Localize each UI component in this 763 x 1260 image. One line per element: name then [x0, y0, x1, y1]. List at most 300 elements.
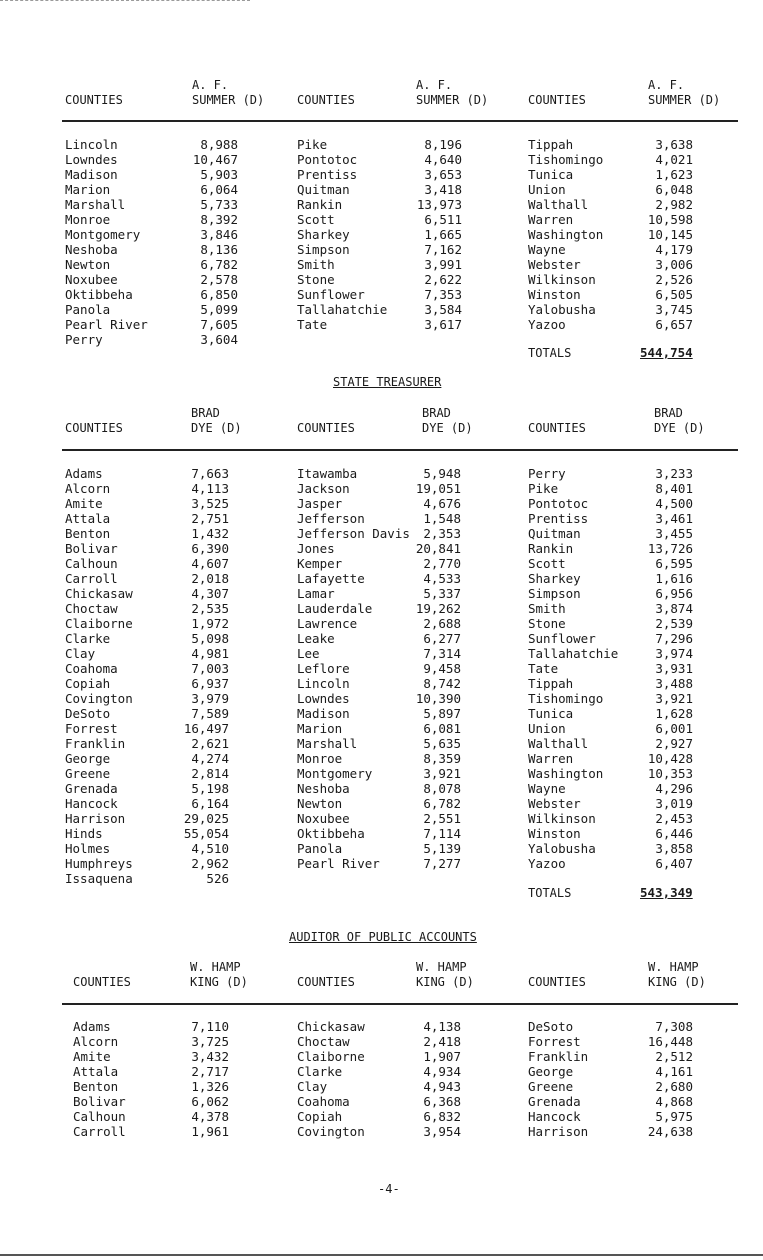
vote-count: 6,782: [200, 257, 238, 272]
county-name: Lowndes: [297, 691, 350, 706]
county-name: Claiborne: [65, 616, 133, 631]
vote-count: 1,961: [191, 1124, 229, 1139]
county-name: George: [528, 1064, 574, 1079]
county-name: Jasper: [297, 496, 343, 511]
column-header-counties-1: COUNTIES: [65, 421, 123, 435]
county-name: Humphreys: [65, 856, 133, 871]
vote-count: 6,407: [655, 856, 693, 871]
vote-count: 6,368: [423, 1094, 461, 1109]
county-name-column: [65, 137, 148, 347]
county-name: Tallahatchie: [297, 302, 388, 317]
vote-count: 5,139: [423, 841, 461, 856]
vote-count: 3,006: [655, 257, 693, 272]
county-name: Winston: [528, 826, 581, 841]
candidate-name-line: BRAD: [422, 406, 451, 420]
county-name: Perry: [65, 332, 103, 347]
vote-count-column: [408, 1019, 461, 1139]
vote-count: 7,589: [191, 706, 229, 721]
county-name: Hancock: [528, 1109, 581, 1124]
vote-count: 1,907: [423, 1049, 461, 1064]
vote-count: 4,934: [423, 1064, 461, 1079]
county-name: Lamar: [297, 586, 335, 601]
vote-count: 6,511: [424, 212, 462, 227]
vote-count: 3,921: [655, 691, 693, 706]
county-name: Benton: [73, 1079, 119, 1094]
vote-count-column: [641, 137, 693, 332]
vote-count: 5,337: [423, 586, 461, 601]
county-name: Oktibbeha: [65, 287, 133, 302]
vote-count: 6,081: [423, 721, 461, 736]
county-name: Carroll: [73, 1124, 126, 1139]
county-name: Marshall: [297, 736, 358, 751]
section-title-auditor: AUDITOR OF PUBLIC ACCOUNTS: [289, 930, 477, 944]
county-name: Oktibbeha: [297, 826, 365, 841]
county-name: Covington: [65, 691, 133, 706]
vote-count: 10,428: [647, 751, 693, 766]
vote-count-column: [640, 1019, 693, 1139]
candidate-header-3: [654, 406, 705, 436]
county-name: Simpson: [528, 586, 581, 601]
vote-count: 6,446: [655, 826, 693, 841]
vote-count: 2,927: [655, 736, 693, 751]
county-name: Amite: [73, 1049, 111, 1064]
county-name: Wayne: [528, 242, 566, 257]
vote-count-column: [408, 466, 461, 871]
county-name: Clarke: [65, 631, 111, 646]
vote-count: 6,782: [423, 796, 461, 811]
county-name: Grenada: [65, 781, 118, 796]
vote-count: 29,025: [183, 811, 229, 826]
vote-count: 6,277: [423, 631, 461, 646]
column-header-counties-3: COUNTIES: [528, 975, 586, 989]
vote-count: 3,432: [191, 1049, 229, 1064]
county-name: Bolivar: [65, 541, 118, 556]
county-name: Hancock: [65, 796, 118, 811]
county-name: Tippah: [528, 676, 574, 691]
county-name-column: [73, 1019, 126, 1139]
county-name: Prentiss: [528, 511, 589, 526]
county-name: Montgomery: [297, 766, 373, 781]
county-name: Greene: [65, 766, 111, 781]
vote-count: 13,726: [647, 541, 693, 556]
county-name: Marshall: [65, 197, 126, 212]
vote-count: 7,277: [423, 856, 461, 871]
vote-count: 5,635: [423, 736, 461, 751]
vote-count: 8,392: [200, 212, 238, 227]
vote-count: 3,604: [200, 332, 238, 347]
county-name: George: [65, 751, 111, 766]
county-name: Lawrence: [297, 616, 358, 631]
county-name: Simpson: [297, 242, 350, 257]
vote-count: 4,274: [191, 751, 229, 766]
vote-count: 3,874: [655, 601, 693, 616]
county-name: Pearl River: [297, 856, 380, 871]
candidate-name-line: A. F.: [416, 78, 453, 92]
vote-count: 3,584: [424, 302, 462, 317]
vote-count: 3,979: [191, 691, 229, 706]
vote-count: 1,616: [655, 571, 693, 586]
county-name: Panola: [65, 302, 111, 317]
county-name: Quitman: [297, 182, 350, 197]
vote-count: 2,526: [655, 272, 693, 287]
county-name: Calhoun: [65, 556, 118, 571]
vote-count: 4,640: [424, 152, 462, 167]
county-name: Madison: [65, 167, 118, 182]
candidate-name-party: DYE (D): [191, 421, 242, 435]
vote-count: 2,535: [191, 601, 229, 616]
vote-count: 6,164: [191, 796, 229, 811]
county-name: Franklin: [65, 736, 126, 751]
vote-count-column: [410, 137, 462, 332]
county-name: Harrison: [528, 1124, 589, 1139]
candidate-name-line: BRAD: [191, 406, 220, 420]
county-name: Yazoo: [528, 856, 566, 871]
county-name: Walthall: [528, 197, 589, 212]
county-name: Yalobusha: [528, 302, 596, 317]
county-name: Tate: [528, 661, 559, 676]
county-name: Greene: [528, 1079, 574, 1094]
vote-count: 6,832: [423, 1109, 461, 1124]
header-rule: [62, 449, 738, 451]
county-name: Leflore: [297, 661, 350, 676]
column-header-counties-1: COUNTIES: [73, 975, 131, 989]
county-name: Rankin: [528, 541, 574, 556]
vote-count: 7,314: [423, 646, 461, 661]
county-name: Chickasaw: [65, 586, 133, 601]
vote-count: 7,663: [191, 466, 229, 481]
bottom-edge-rule: [0, 1254, 763, 1256]
vote-count: 3,653: [424, 167, 462, 182]
vote-count: 7,003: [191, 661, 229, 676]
vote-count: 9,458: [423, 661, 461, 676]
county-name: Bolivar: [73, 1094, 126, 1109]
county-name: Tunica: [528, 706, 574, 721]
vote-count: 7,114: [423, 826, 461, 841]
vote-count: 3,617: [424, 317, 462, 332]
county-name: Claiborne: [297, 1049, 365, 1064]
vote-count: 2,512: [655, 1049, 693, 1064]
county-name: Adams: [73, 1019, 111, 1034]
county-name: Sunflower: [528, 631, 596, 646]
top-dashed-edge: [0, 0, 250, 1]
county-name: Forrest: [528, 1034, 581, 1049]
county-name-column: [528, 466, 618, 871]
vote-count: 8,742: [423, 676, 461, 691]
vote-count: 8,401: [655, 481, 693, 496]
vote-count: 6,048: [655, 182, 693, 197]
vote-count: 3,638: [655, 137, 693, 152]
vote-count: 19,051: [415, 481, 461, 496]
header-rule: [62, 1003, 738, 1005]
column-header-counties-2: COUNTIES: [297, 421, 355, 435]
county-name: Madison: [297, 706, 350, 721]
vote-count: 4,161: [655, 1064, 693, 1079]
county-name: Franklin: [528, 1049, 589, 1064]
county-name: Monroe: [297, 751, 343, 766]
county-name: Wilkinson: [528, 272, 596, 287]
vote-count: 4,868: [655, 1094, 693, 1109]
county-name: Lee: [297, 646, 320, 661]
candidate-name-line: W. HAMP: [416, 960, 467, 974]
county-name: Tunica: [528, 167, 574, 182]
county-name-column: [65, 466, 133, 886]
vote-count: 4,296: [655, 781, 693, 796]
vote-count: 3,455: [655, 526, 693, 541]
county-name: Noxubee: [297, 811, 350, 826]
candidate-name-party: KING (D): [416, 975, 474, 989]
county-name: Warren: [528, 212, 574, 227]
county-name: Copiah: [297, 1109, 343, 1124]
county-name: Tishomingo: [528, 152, 604, 167]
vote-count: 1,326: [191, 1079, 229, 1094]
county-name: Wayne: [528, 781, 566, 796]
vote-count: 2,814: [191, 766, 229, 781]
vote-count: 55,054: [183, 826, 229, 841]
county-name: Hinds: [65, 826, 103, 841]
candidate-name-party: SUMMER (D): [192, 93, 265, 107]
vote-count: 7,296: [655, 631, 693, 646]
county-name: Neshoba: [65, 242, 118, 257]
county-name: Forrest: [65, 721, 118, 736]
vote-count: 2,453: [655, 811, 693, 826]
county-name: Lincoln: [65, 137, 118, 152]
vote-count: 2,418: [423, 1034, 461, 1049]
county-name: Pike: [528, 481, 559, 496]
county-name: Clarke: [297, 1064, 343, 1079]
vote-count: 5,098: [191, 631, 229, 646]
county-name: Pike: [297, 137, 328, 152]
vote-count: 10,145: [647, 227, 693, 242]
vote-count: 1,548: [423, 511, 461, 526]
vote-count: 8,196: [424, 137, 462, 152]
vote-count: 10,390: [415, 691, 461, 706]
vote-count: 24,638: [647, 1124, 693, 1139]
vote-count: 3,954: [423, 1124, 461, 1139]
section-title-treasurer: STATE TREASURER: [333, 375, 442, 389]
county-name: Tallahatchie: [528, 646, 619, 661]
county-name: Kemper: [297, 556, 343, 571]
vote-count: 3,858: [655, 841, 693, 856]
county-name: Scott: [297, 212, 335, 227]
vote-count: 3,921: [423, 766, 461, 781]
county-name: Stone: [528, 616, 566, 631]
county-name: Tate: [297, 317, 328, 332]
county-name: Lafayette: [297, 571, 365, 586]
vote-count: 3,745: [655, 302, 693, 317]
vote-count: 19,262: [415, 601, 461, 616]
county-name-column: [528, 137, 603, 332]
vote-count: 7,308: [655, 1019, 693, 1034]
vote-count: 1,628: [655, 706, 693, 721]
vote-count: 2,353: [423, 526, 461, 541]
vote-count: 2,622: [424, 272, 462, 287]
county-name: Washington: [528, 227, 604, 242]
county-name: Winston: [528, 287, 581, 302]
vote-count: 5,903: [200, 167, 238, 182]
county-name: Pontotoc: [297, 152, 358, 167]
county-name: Adams: [65, 466, 103, 481]
vote-count: 4,533: [423, 571, 461, 586]
vote-count: 6,657: [655, 317, 693, 332]
county-name: Union: [528, 721, 566, 736]
county-name: Stone: [297, 272, 335, 287]
header-rule: [62, 120, 738, 122]
county-name: Clay: [65, 646, 96, 661]
vote-count: 3,846: [200, 227, 238, 242]
column-header-counties-2: COUNTIES: [297, 93, 355, 107]
vote-count: 3,991: [424, 257, 462, 272]
candidate-name-line: W. HAMP: [648, 960, 699, 974]
county-name: Noxubee: [65, 272, 118, 287]
vote-count: 4,021: [655, 152, 693, 167]
candidate-name-party: DYE (D): [654, 421, 705, 435]
vote-count: 16,448: [647, 1034, 693, 1049]
county-name: Attala: [65, 511, 111, 526]
county-name: Yazoo: [528, 317, 566, 332]
candidate-name-party: SUMMER (D): [648, 93, 721, 107]
county-name: Tippah: [528, 137, 574, 152]
county-name: Monroe: [65, 212, 111, 227]
vote-count: 5,948: [423, 466, 461, 481]
county-name: DeSoto: [65, 706, 111, 721]
county-name: Calhoun: [73, 1109, 126, 1124]
vote-count: 6,595: [655, 556, 693, 571]
totals-value: 544,754: [640, 345, 693, 360]
vote-count: 3,525: [191, 496, 229, 511]
vote-count: 6,062: [191, 1094, 229, 1109]
vote-count: 7,162: [424, 242, 462, 257]
county-name: Issaquena: [65, 871, 133, 886]
county-name: Tishomingo: [528, 691, 604, 706]
column-header-counties-3: COUNTIES: [528, 93, 586, 107]
vote-count-column: [640, 466, 693, 871]
vote-count: 6,937: [191, 676, 229, 691]
candidate-name-line: W. HAMP: [190, 960, 241, 974]
county-name: Wilkinson: [528, 811, 596, 826]
county-name: Walthall: [528, 736, 589, 751]
vote-count: 2,621: [191, 736, 229, 751]
county-name: Alcorn: [65, 481, 111, 496]
county-name: Neshoba: [297, 781, 350, 796]
vote-count: 3,418: [424, 182, 462, 197]
vote-count: 4,607: [191, 556, 229, 571]
vote-count: 3,233: [655, 466, 693, 481]
county-name: Pontotoc: [528, 496, 589, 511]
county-name: Marion: [65, 182, 111, 197]
column-header-counties-3: COUNTIES: [528, 421, 586, 435]
county-name: Rankin: [297, 197, 343, 212]
vote-count-column: [176, 1019, 229, 1139]
vote-count: 7,605: [200, 317, 238, 332]
county-name: Jackson: [297, 481, 350, 496]
county-name: Sunflower: [297, 287, 365, 302]
vote-count: 3,461: [655, 511, 693, 526]
candidate-header-3: [648, 78, 720, 108]
candidate-name-line: A. F.: [648, 78, 685, 92]
county-name: Itawamba: [297, 466, 358, 481]
vote-count: 6,390: [191, 541, 229, 556]
county-name: Choctaw: [297, 1034, 350, 1049]
county-name: Warren: [528, 751, 574, 766]
totals-label: TOTALS: [528, 346, 572, 360]
county-name: Lowndes: [65, 152, 118, 167]
vote-count: 4,113: [191, 481, 229, 496]
county-name: Choctaw: [65, 601, 118, 616]
candidate-name-line: A. F.: [192, 78, 229, 92]
vote-count: 6,850: [200, 287, 238, 302]
county-name: Alcorn: [73, 1034, 119, 1049]
vote-count: 6,956: [655, 586, 693, 601]
county-name: Copiah: [65, 676, 111, 691]
county-name: Lincoln: [297, 676, 350, 691]
vote-count: 2,578: [200, 272, 238, 287]
county-name: Benton: [65, 526, 111, 541]
county-name-column: [297, 137, 387, 332]
vote-count: 4,138: [423, 1019, 461, 1034]
vote-count: 4,500: [655, 496, 693, 511]
county-name: DeSoto: [528, 1019, 574, 1034]
vote-count: 6,001: [655, 721, 693, 736]
candidate-header-2: [416, 960, 474, 990]
county-name: Harrison: [65, 811, 126, 826]
county-name: Panola: [297, 841, 343, 856]
county-name: Montgomery: [65, 227, 141, 242]
vote-count: 10,353: [647, 766, 693, 781]
county-name: Webster: [528, 257, 581, 272]
county-name: Smith: [297, 257, 335, 272]
county-name: Smith: [528, 601, 566, 616]
county-name: Prentiss: [297, 167, 358, 182]
candidate-name-party: SUMMER (D): [416, 93, 489, 107]
candidate-name-party: KING (D): [648, 975, 706, 989]
county-name: Amite: [65, 496, 103, 511]
candidate-header-2: [422, 406, 473, 436]
county-name: Union: [528, 182, 566, 197]
candidate-header-1: [191, 406, 242, 436]
county-name: Yalobusha: [528, 841, 596, 856]
candidate-name-party: DYE (D): [422, 421, 473, 435]
county-name: Scott: [528, 556, 566, 571]
county-name: Washington: [528, 766, 604, 781]
vote-count: 20,841: [415, 541, 461, 556]
vote-count: 3,931: [655, 661, 693, 676]
vote-count: 2,962: [191, 856, 229, 871]
county-name: Carroll: [65, 571, 118, 586]
vote-count: 2,551: [423, 811, 461, 826]
county-name: Perry: [528, 466, 566, 481]
county-name-column: [297, 466, 410, 871]
vote-count: 16,497: [183, 721, 229, 736]
vote-count: 6,505: [655, 287, 693, 302]
vote-count: 4,676: [423, 496, 461, 511]
page-number: -4-: [378, 1182, 400, 1196]
county-name: Jones: [297, 541, 335, 556]
county-name: Sharkey: [528, 571, 581, 586]
vote-count: 4,307: [191, 586, 229, 601]
county-name: Newton: [65, 257, 111, 272]
vote-count: 2,770: [423, 556, 461, 571]
county-name: Jefferson: [297, 511, 365, 526]
county-name: Newton: [297, 796, 343, 811]
vote-count-column: [176, 466, 229, 886]
county-name: Coahoma: [297, 1094, 350, 1109]
county-name-column: [528, 1019, 588, 1139]
county-name: Pearl River: [65, 317, 148, 332]
county-name: Grenada: [528, 1094, 581, 1109]
vote-count: 7,110: [191, 1019, 229, 1034]
vote-count: 1,972: [191, 616, 229, 631]
vote-count: 5,198: [191, 781, 229, 796]
